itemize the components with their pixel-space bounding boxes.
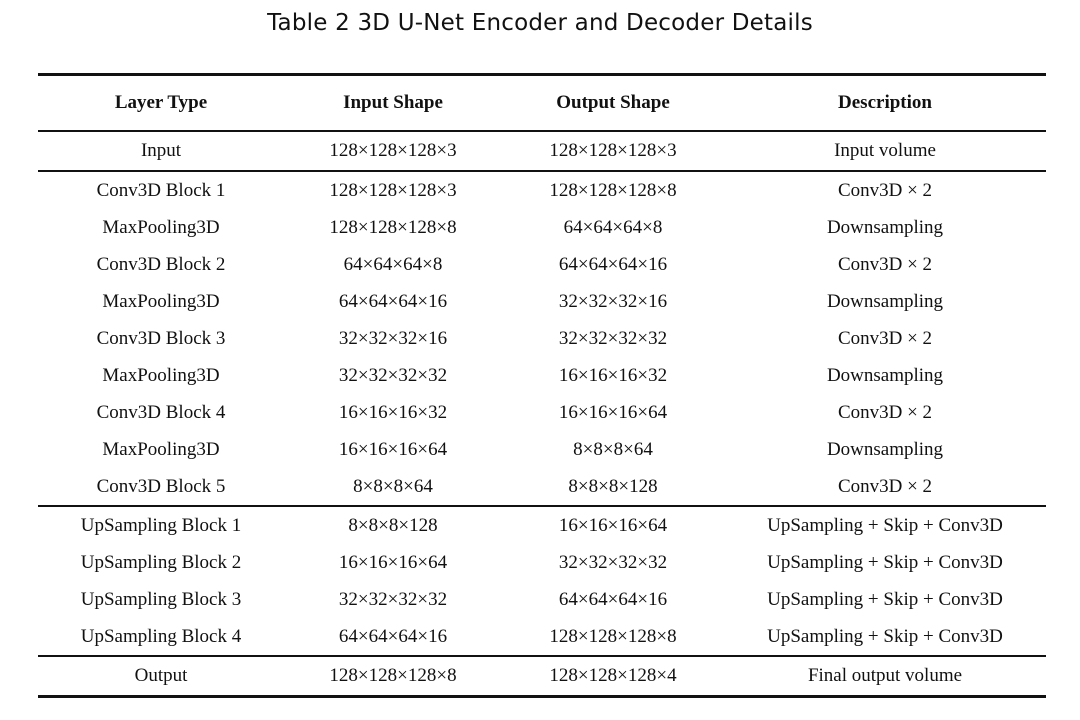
output-shape-cell: 16×16×16×64 <box>502 506 724 544</box>
table-body <box>38 131 1046 697</box>
layer-type-cell: UpSampling Block 1 <box>38 506 284 544</box>
description-cell: Conv3D × 2 <box>837 475 933 497</box>
layer-type-cell: Conv3D Block 1 <box>38 171 284 209</box>
table-row <box>38 581 1046 618</box>
layer-type-cell: Conv3D Block 2 <box>96 253 226 275</box>
description-cell: Downsampling <box>826 216 944 238</box>
layer-type-cell: Output <box>38 656 284 697</box>
input-shape-cell: 32×32×32×32 <box>338 588 448 610</box>
description-cell: Downsampling <box>826 364 944 386</box>
input-shape-cell: 8×8×8×128 <box>284 506 502 544</box>
layer-type-cell: Conv3D Block 3 <box>96 327 226 349</box>
table-row <box>38 468 1046 506</box>
input-shape-cell: 8×8×8×64 <box>353 475 433 497</box>
unet-details-table <box>38 73 1046 698</box>
output-shape-cell: 16×16×16×32 <box>558 364 668 386</box>
layer-type-cell: MaxPooling3D <box>102 438 220 460</box>
layer-type-cell: MaxPooling3D <box>102 364 220 386</box>
output-shape-cell: 64×64×64×8 <box>563 216 663 238</box>
output-shape-cell: 8×8×8×128 <box>568 475 658 497</box>
header-input-shape: Input Shape <box>284 75 502 132</box>
output-shape-cell: 128×128×128×8 <box>549 625 677 647</box>
output-shape-cell: 16×16×16×64 <box>558 401 668 423</box>
table-row <box>38 209 1046 246</box>
description-cell: Conv3D × 2 <box>724 171 1046 209</box>
header-output-shape: Output Shape <box>502 75 724 132</box>
table-row <box>38 171 1046 209</box>
header-description: Description <box>724 75 1046 132</box>
input-shape-cell: 16×16×16×64 <box>338 438 448 460</box>
output-shape-cell: 32×32×32×32 <box>558 551 668 573</box>
description-cell: Conv3D × 2 <box>837 327 933 349</box>
output-shape-cell: 64×64×64×16 <box>558 588 668 610</box>
description-cell: UpSampling + Skip + Conv3D <box>724 506 1046 544</box>
output-shape-cell: 128×128×128×3 <box>549 140 677 161</box>
table-row <box>38 246 1046 283</box>
description-cell: Conv3D × 2 <box>837 253 933 275</box>
table-row <box>38 544 1046 581</box>
table-row <box>38 283 1046 320</box>
table-row <box>38 320 1046 357</box>
description-cell: UpSampling + Skip + Conv3D <box>767 625 1003 647</box>
input-shape-cell: 128×128×128×8 <box>329 216 457 238</box>
table-row <box>38 431 1046 468</box>
description-cell: Final output volume <box>724 656 1046 697</box>
layer-type-cell: UpSampling Block 4 <box>80 625 242 647</box>
header-row <box>38 75 1046 132</box>
description-cell: Downsampling <box>826 438 944 460</box>
layer-type-cell: Input <box>140 140 182 161</box>
input-shape-cell: 64×64×64×16 <box>338 625 448 647</box>
output-shape-cell: 64×64×64×16 <box>558 253 668 275</box>
input-shape-cell: 16×16×16×32 <box>338 401 448 423</box>
description-cell: Downsampling <box>826 290 944 312</box>
output-shape-cell: 32×32×32×16 <box>558 290 668 312</box>
input-shape-cell: 128×128×128×8 <box>284 656 502 697</box>
input-shape-cell: 32×32×32×32 <box>338 364 448 386</box>
input-shape-cell: 128×128×128×3 <box>329 140 457 161</box>
description-cell: Conv3D × 2 <box>837 401 933 423</box>
header-layer-type: Layer Type <box>38 75 284 132</box>
output-shape-cell: 8×8×8×64 <box>573 438 653 460</box>
output-shape-cell: 128×128×128×8 <box>502 171 724 209</box>
description-cell: UpSampling + Skip + Conv3D <box>767 551 1003 573</box>
table-caption: Table 2 3D U-Net Encoder and Decoder Details <box>267 10 813 36</box>
description-cell: Input volume <box>834 140 936 161</box>
table-row <box>38 131 1046 171</box>
output-shape-cell: 32×32×32×32 <box>558 327 668 349</box>
output-shape-cell: 128×128×128×4 <box>502 656 724 697</box>
description-cell: UpSampling + Skip + Conv3D <box>767 588 1003 610</box>
layer-type-cell: MaxPooling3D <box>102 290 220 312</box>
input-shape-cell: 128×128×128×3 <box>284 171 502 209</box>
input-shape-cell: 64×64×64×16 <box>338 290 448 312</box>
table-row <box>38 618 1046 656</box>
table-row <box>38 394 1046 431</box>
input-shape-cell: 32×32×32×16 <box>338 327 448 349</box>
table-row <box>38 656 1046 697</box>
layer-type-cell: UpSampling Block 2 <box>80 551 242 573</box>
layer-type-cell: Conv3D Block 5 <box>96 475 226 497</box>
table-row <box>38 357 1046 394</box>
input-shape-cell: 64×64×64×8 <box>343 253 443 275</box>
table-row <box>38 506 1046 544</box>
layer-type-cell: MaxPooling3D <box>102 216 220 238</box>
layer-type-cell: Conv3D Block 4 <box>96 401 226 423</box>
input-shape-cell: 16×16×16×64 <box>338 551 448 573</box>
layer-type-cell: UpSampling Block 3 <box>80 588 242 610</box>
